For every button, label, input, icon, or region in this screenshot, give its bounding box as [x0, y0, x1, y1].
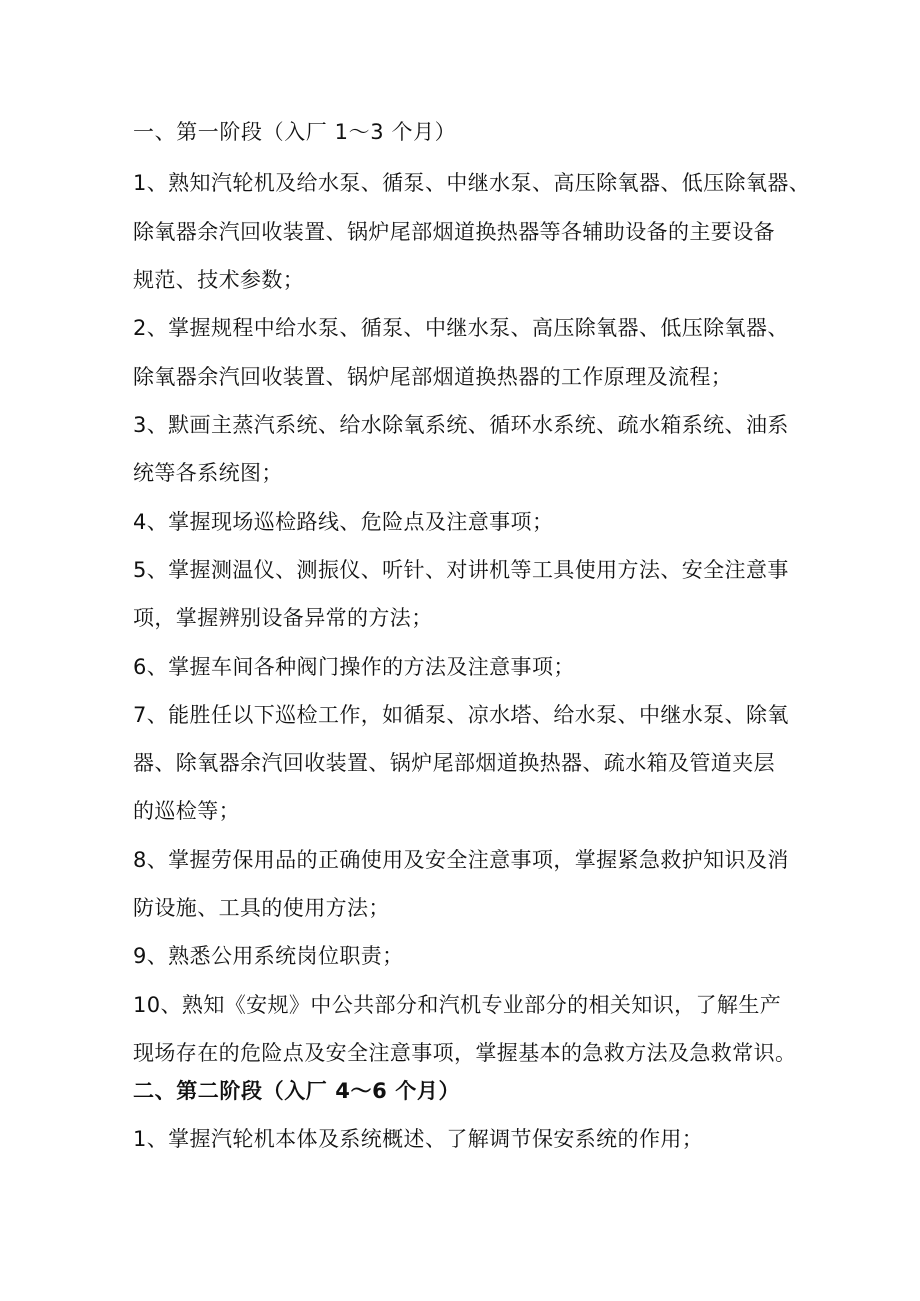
section1-item-7-line-2: 器、除氧器余汽回收装置、锅炉尾部烟道换热器、疏水箱及管道夹层 — [133, 751, 775, 775]
section1-item-6-line-1: 6、掌握车间各种阀门操作的方法及注意事项； — [133, 655, 575, 679]
section1-item-8-line-2: 防设施、工具的使用方法； — [133, 896, 390, 920]
section2-heading: 二、第二阶段（入厂 4～6 个月） — [133, 1079, 461, 1103]
section1-item-10-line-1: 10、熟知《安规》中公共部分和汽机专业部分的相关知识，了解生产 — [133, 993, 782, 1017]
section1-item-7-line-3: 的巡检等； — [133, 799, 240, 823]
section1-heading: 一、第一阶段（入厂 1～3 个月） — [133, 120, 457, 144]
section1-item-2-line-2: 除氧器余汽回收装置、锅炉尾部烟道换热器的工作原理及流程； — [133, 365, 733, 389]
section2-item-1-line-1: 1、掌握汽轮机本体及系统概述、了解调节保安系统的作用； — [133, 1127, 704, 1151]
section1-item-1-line-1: 1、熟知汽轮机及给水泵、循泵、中继水泵、高压除氧器、低压除氧器、 — [133, 171, 811, 195]
section1-item-10-line-2: 现场存在的危险点及安全注意事项，掌握基本的急救方法及急救常识。 — [133, 1041, 797, 1065]
section1-item-5-line-2: 项，掌握辨别设备异常的方法； — [133, 606, 433, 630]
section1-item-2-line-1: 2、掌握规程中给水泵、循泵、中继水泵、高压除氧器、低压除氧器、 — [133, 316, 789, 340]
section1-item-4-line-1: 4、掌握现场巡检路线、危险点及注意事项； — [133, 510, 554, 534]
section1-item-8-line-1: 8、掌握劳保用品的正确使用及安全注意事项，掌握紧急救护知识及消 — [133, 848, 789, 872]
section1-item-1-line-3: 规范、技术参数； — [133, 268, 305, 292]
section1-item-5-line-1: 5、掌握测温仪、测振仪、听针、对讲机等工具使用方法、安全注意事 — [133, 558, 789, 582]
section1-item-7-line-1: 7、能胜任以下巡检工作，如循泵、凉水塔、给水泵、中继水泵、除氧 — [133, 703, 789, 727]
section1-item-3-line-1: 3、默画主蒸汽系统、给水除氧系统、循环水系统、疏水箱系统、油系 — [133, 413, 789, 437]
section1-item-3-line-2: 统等各系统图； — [133, 461, 283, 485]
section1-item-1-line-2: 除氧器余汽回收装置、锅炉尾部烟道换热器等各辅助设备的主要设备 — [133, 220, 775, 244]
section1-item-9-line-1: 9、熟悉公用系统岗位职责； — [133, 944, 404, 968]
